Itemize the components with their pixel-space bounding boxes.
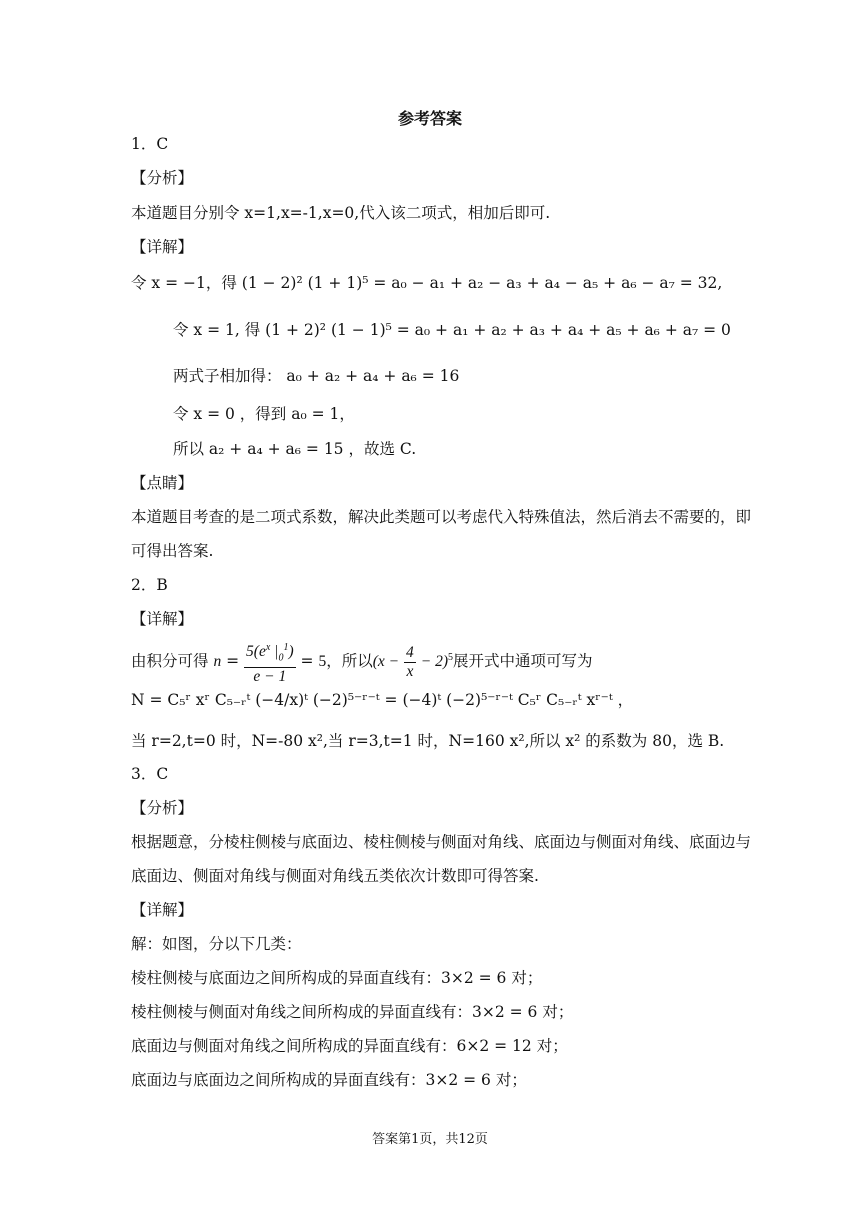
- four-over-x-fraction: $\frac{4}{x}$: [406, 643, 414, 680]
- q3-detail-line-5: 底面边与底面边之间所构成的异面直线有：3×2 = 6 对；: [131, 1071, 527, 1089]
- q1-comment-line-1: 本道题目考查的是二项式系数，解决此类题可以考虑代入特殊值法，然后消去不需要的，即: [131, 508, 752, 526]
- q3-detail-line-2: 棱柱侧棱与底面边之间所构成的异面直线有：3×2 = 6 对；: [131, 969, 543, 987]
- q3-detail-line-1: 解：如图，分以下几类：: [131, 935, 302, 953]
- q1-number: 1．C: [131, 135, 169, 153]
- q3-detail-tag: 【详解】: [131, 901, 194, 919]
- page-footer: 答案第1页，共12页: [372, 1132, 488, 1147]
- q1-analysis-text: 本道题目分别令 x=1,x=-1,x=0,代入该二项式，相加后即可.: [131, 204, 551, 222]
- q1-equation-4: 令 x = 0 ，得到 a₀ = 1，: [173, 405, 355, 423]
- q3-number: 3．C: [131, 765, 169, 783]
- q3-analysis-line-2: 底面边、侧面对角线与侧面对角线五类依次计数即可得答案.: [131, 867, 539, 885]
- q1-analysis-tag: 【分析】: [131, 169, 194, 187]
- q1-detail-tag: 【详解】: [131, 238, 194, 256]
- q1-equation-3: 两式子相加得： a₀ + a₂ + a₄ + a₆ = 16: [173, 367, 460, 385]
- q2-line-1-a: 由积分可得: [131, 652, 209, 671]
- q1-equation-1: 令 x = −1，得 (1 − 2)² (1 + 1)⁵ = a₀ − a₁ + a₂ − a₃ + a₄ − a₅ + a₆ − a₇ = 32,: [131, 274, 723, 292]
- page-title: 参考答案: [397, 109, 462, 128]
- q2-line-1-b: ，所以: [326, 652, 373, 671]
- q3-analysis-line-1: 根据题意，分棱柱侧棱与底面边、棱柱侧棱与侧面对角线、底面边与侧面对角线、底面边与: [131, 833, 752, 851]
- q2-conclusion: 当 r=2,t=0 时，N=-80 x²,当 r=3,t=1 时，N=160 x²,所以 x² 的系数为 80，选 B.: [131, 732, 725, 750]
- q3-detail-line-4: 底面边与侧面对角线之间所构成的异面直线有：6×2 = 12 对；: [131, 1037, 568, 1055]
- q3-detail-line-3: 棱柱侧棱与侧面对角线之间所构成的异面直线有：3×2 = 6 对；: [131, 1003, 574, 1021]
- q2-general-term: N = C₅ʳ xʳ C₅₋ᵣᵗ (−4/x)ᵗ (−2)⁵⁻ʳ⁻ᵗ = (−4)ᵗ (−2)⁵⁻ʳ⁻ᵗ C₅ʳ C₅₋ᵣᵗ xʳ⁻ᵗ ，: [131, 691, 634, 709]
- q1-equation-5: 所以 a₂ + a₄ + a₆ = 15 ，故选 C.: [173, 440, 417, 458]
- q3-analysis-tag: 【分析】: [131, 799, 194, 817]
- q1-comment-tag: 【点睛】: [131, 474, 194, 492]
- integral-fraction: $\frac{5(e^x |_0^1)}{e - 1}$: [244, 639, 296, 686]
- q1-equation-2: 令 x = 1, 得 (1 + 2)² (1 − 1)⁵ = a₀ + a₁ + a₂ + a₃ + a₄ + a₅ + a₆ + a₇ = 0: [173, 321, 731, 339]
- q2-line-1: 由积分可得 n = $\frac{5(e^x |_0^1)}{e - 1}$ = 5，所以(x − $\frac{4}{x}$ − 2)$^5$展开式中通项可写为: [131, 638, 593, 686]
- q1-comment-line-2: 可得出答案.: [131, 542, 214, 560]
- q2-detail-tag: 【详解】: [131, 610, 194, 628]
- q2-number: 2．B: [131, 576, 168, 594]
- q2-line-1-c: 展开式中通项可写为: [452, 652, 593, 671]
